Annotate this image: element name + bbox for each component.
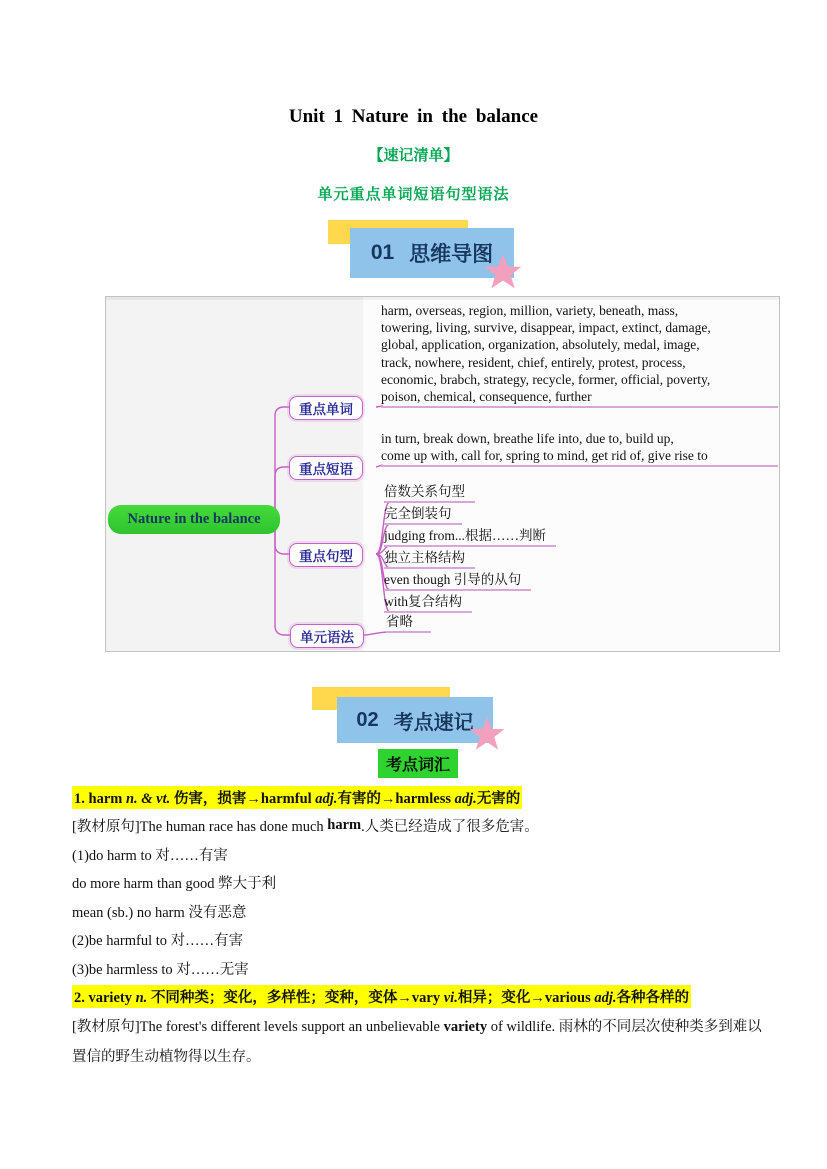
branch-node-sentences: 重点句型 [289,543,363,567]
star-icon [483,253,523,293]
banner-label: 思维导图 [409,243,494,266]
leaf-wordlist [381,302,778,408]
branch-node-phrases: 重点短语 [289,456,363,480]
sentence-pattern-item: with复合结构 [384,593,472,613]
phraselist-line: come up with, call for, spring to mind, get rid of, give rise to [381,448,708,464]
mindmap-panel [105,296,780,652]
star-icon [468,716,506,754]
mindmap-root-node: Nature in the balance [108,505,280,534]
leaf-phraselist [381,430,778,467]
subtitle-shorthand-list: 【速记清单】 [368,147,459,164]
section-banner-02 [312,687,517,757]
usage-line: (3)be harmless to 对……无害 [72,961,249,978]
branch-node-words: 重点单词 [289,396,363,420]
usage-line: mean (sb.) no harm 没有恶意 [72,904,247,921]
grammar-item: 省略 [386,613,431,633]
entry-2-title [72,983,768,1012]
branch-node-grammar: 单元语法 [290,624,364,648]
usage-line: (2)be harmful to 对……有害 [72,933,244,950]
banner-number: 01 [370,241,395,264]
entry-1-textbook-sentence: [教材原句]The human race has done much harm .人类已经造成了很多危害。 [72,817,539,836]
section-banner-01 [328,220,540,292]
phraselist-line: in turn, break down, breathe life into, due to, build up, [381,431,674,446]
wordlist-line: global, application, organization, absolutely, medal, image, [381,337,700,353]
wordlist-line: towering, living, survive, disappear, impact, extinct, damage, [381,320,711,336]
wordlist-line: poison, chemical, consequence, further [381,389,592,405]
sentence-pattern-item: 独立主格结构 [384,549,475,569]
highlighted-title: 2. variety n. 不同种类；变化，多样性；变种，变体→vary vi.相异；变化→various adj.各种各样的 [72,985,691,1008]
usage-line: (1)do harm to 对……有害 [72,847,228,864]
section-badge-vocab: 考点词汇 [378,749,458,778]
page-title: Unit 1 Nature in the balance [288,106,539,127]
sentence-pattern-item: judging from...根据……判断 [384,527,556,547]
banner-number: 02 [356,708,379,731]
wordlist-line: economic, brabch, strategy, recycle, former, official, poverty, [381,371,711,387]
banner-label: 考点速记 [393,711,474,734]
sentence-pattern-item: 倍数关系句型 [384,483,475,503]
vocab-entries [72,783,768,1072]
entry-2-textbook-sentence: [教材原句]The forest's different levels support an unbelievable variety of wildlife. 雨林的不同层次使种类多到难以置信的野生动植物得以生存。 [72,1019,762,1065]
entry-1-title [72,783,768,812]
subtitle-unit-focus: 单元重点单词短语句型语法 [317,186,510,203]
usage-line: do more harm than good 弊大于利 [72,876,277,893]
sentence-pattern-item: even though 引导的从句 [384,571,531,591]
sentence-pattern-item: 完全倒装句 [384,505,462,525]
wordlist-line: track, nowhere, resident, chief, entirely, protest, process, [381,354,686,370]
wordlist-line: harm, overseas, region, million, variety, beneath, mass, [381,303,679,318]
highlighted-title: 1. harm n. & vt. 伤害，损害→harmful adj.有害的→harmless adj.无害的 [72,786,522,809]
